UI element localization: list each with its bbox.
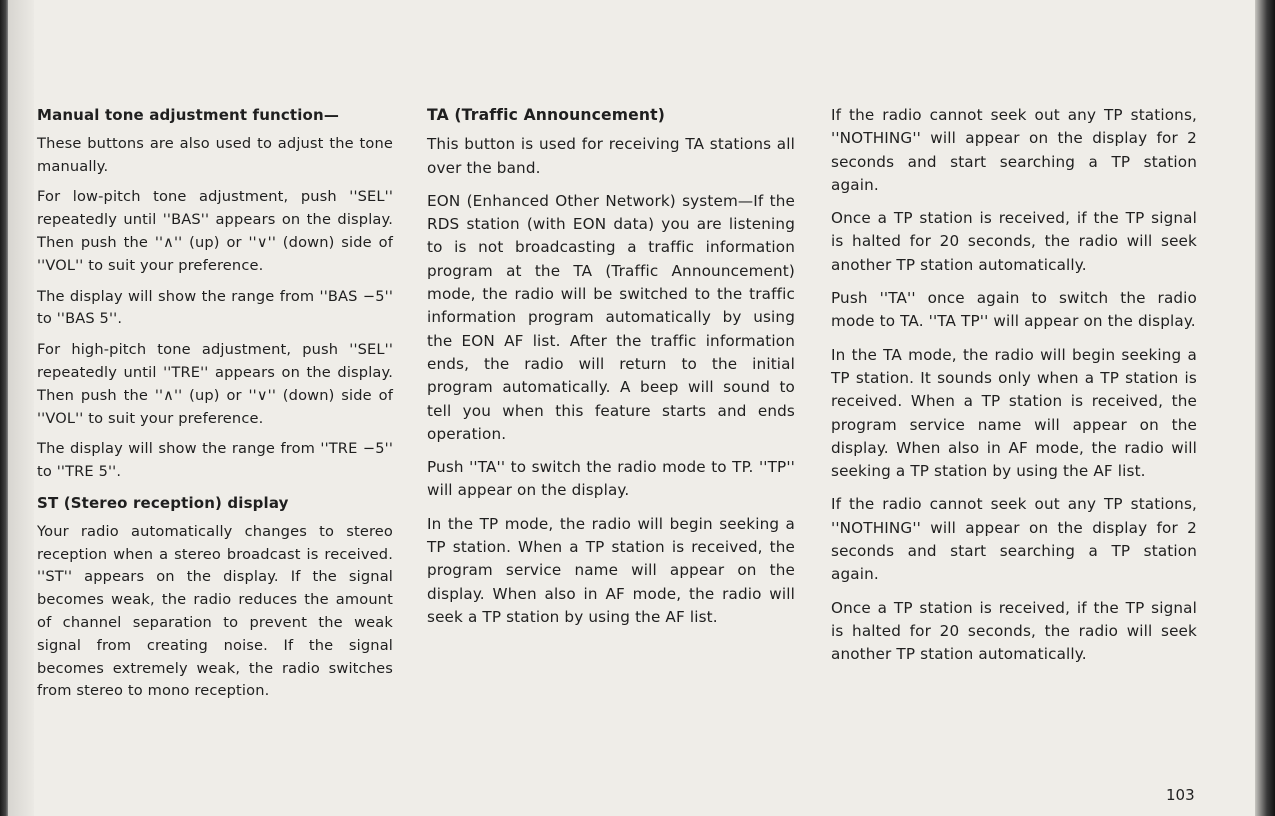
paragraph: EON (Enhanced Other Network) system—If the RDS station (with EON data) you are listening to is not broadcasting a traffic information program at the TA (Traffic Announcement) mode, the radio will be switched to the traffic information program automatically by using the EON AF list. After the traffic information ends, the radio will return to the initial program automatically. A beep will sound to tell you when this feature starts and ends operation. [427,191,795,443]
paragraph: In the TA mode, the radio will begin seeking a TP station. It sounds only when a TP station is received. When a TP station is received, the program service name will appear on the display. When also in AF mode, the radio will seeking a TP station by using the AF list. [831,345,1197,481]
paragraph: These buttons are also used to adjust the tone manually. [37,134,393,175]
paragraph: In the TP mode, the radio will begin seeking a TP station. When a TP station is received, the program service name will appear on the display. When also in AF mode, the radio will seek a TP station by using the AF list. [427,514,795,626]
page-edge-right [1255,0,1275,816]
manual-tone-heading: Manual tone adjustment function— [37,106,339,124]
paragraph: If the radio cannot seek out any TP stations, ''NOTHING'' will appear on the display for 2 seconds and start searching a TP station again. [831,495,1197,584]
stereo-display-heading: ST (Stereo reception) display [37,493,289,512]
paragraph: This button is used for receiving TA stations all over the band. [427,135,795,177]
page-number: 103 [1166,786,1195,804]
paragraph: The display will show the range from ''TRE −5'' to ''TRE 5''. [37,440,393,481]
paragraph: Push ''TA'' to switch the radio mode to TP. ''TP'' will appear on the display. [427,458,795,500]
paragraph: Once a TP station is received, if the TP signal is halted for 20 seconds, the radio will seek another TP station automatically. [831,598,1197,664]
paragraph: For low-pitch tone adjustment, push ''SEL'' repeatedly until ''BAS'' appears on the display. Then push the ''∧'' (up) or ''∨'' (down) side of ''VOL'' to suit your preference. [37,188,393,274]
page-edge [8,0,34,816]
paragraph: For high-pitch tone adjustment, push ''SEL'' repeatedly until ''TRE'' appears on the display. Then push the ''∧'' (up) or ''∨'' (down) side of ''VOL'' to suit your preference. [37,341,393,427]
column-right [831,104,1197,677]
paragraph: If the radio cannot seek out any TP stations, ''NOTHING'' will appear on the display for 2 seconds and start searching a TP station again. [831,106,1197,194]
paragraph: Your radio automatically changes to stereo reception when a stereo broadcast is received. ''ST'' appears on the display. If the signal becomes weak, the radio reduces the amount of channel separation to prevent the weak signal from creating noise. If the signal becomes extremely weak, the radio switches from stereo to mono reception. [37,522,393,700]
traffic-announcement-heading: TA (Traffic Announcement) [427,106,666,124]
paragraph: The display will show the range from ''BAS −5'' to ''BAS 5''. [37,287,393,328]
paragraph: Push ''TA'' once again to switch the radio mode to TA. ''TA TP'' will appear on the display. [831,289,1197,331]
page-binding-shadow [0,0,8,816]
paragraph: Once a TP station is received, if the TP signal is halted for 20 seconds, the radio will seek another TP station automatically. [831,209,1197,274]
column-left [37,104,393,711]
column-middle [427,104,795,639]
